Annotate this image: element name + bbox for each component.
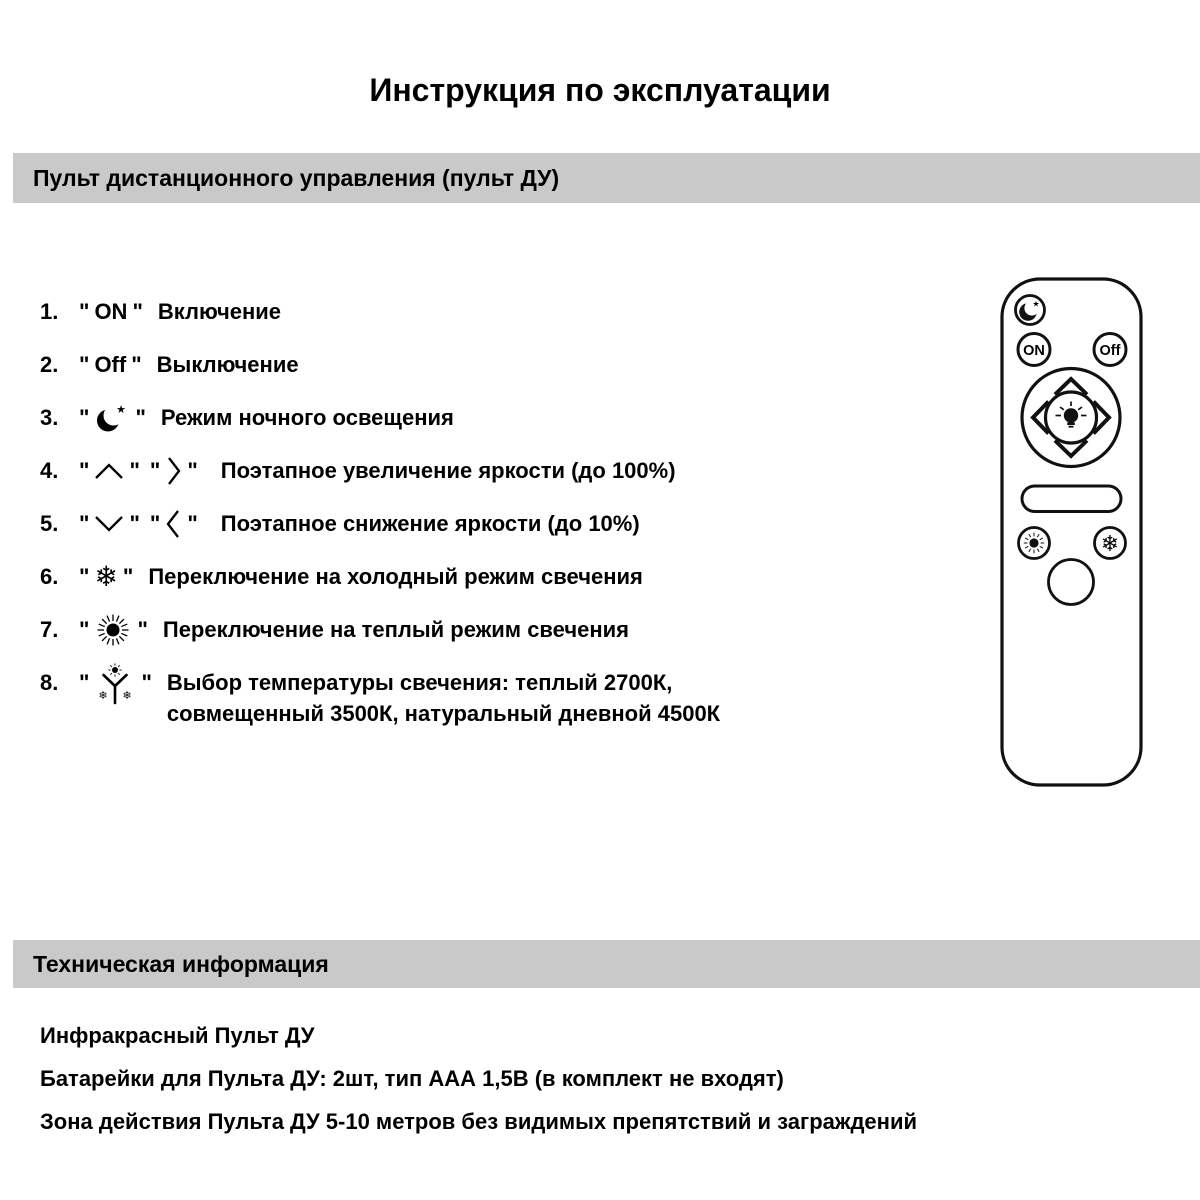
quote-mark: " bbox=[137, 616, 148, 642]
quote-mark: " bbox=[187, 510, 198, 536]
item-text: Режим ночного освещения bbox=[160, 404, 454, 430]
instruction-list bbox=[40, 285, 720, 729]
section-header-remote-label: Пульт дистанционного управления (пульт ДУ) bbox=[33, 164, 560, 191]
remote-control-drawing bbox=[1000, 277, 1143, 792]
quote-mark: " bbox=[79, 298, 90, 324]
quote-mark: " bbox=[149, 510, 161, 536]
item-text: Переключение на теплый режим свечения bbox=[162, 616, 630, 642]
list-item bbox=[40, 656, 720, 729]
item-number: 4. bbox=[40, 457, 59, 483]
item-text: Выключение bbox=[156, 351, 299, 377]
item-number: 5. bbox=[40, 510, 59, 536]
tech-info bbox=[40, 1014, 917, 1143]
quote-mark: " bbox=[187, 457, 198, 483]
tech-info-line: Зона действия Пульта ДУ 5-10 метров без видимых препятствий и заграждений bbox=[40, 1108, 918, 1134]
svg-text:❄: ❄ bbox=[1100, 532, 1120, 557]
quote-mark: " bbox=[135, 404, 146, 430]
item-text-line1: Выбор температуры свечения: теплый 2700К, bbox=[166, 670, 673, 695]
quote-mark: " bbox=[79, 404, 90, 430]
section-header-remote bbox=[13, 153, 1200, 203]
item-text-line2: совмещенный 3500К, натуральный дневной 4500К bbox=[166, 701, 721, 726]
item-number: 2. bbox=[40, 351, 59, 377]
sun-icon bbox=[94, 611, 132, 649]
quote-mark: " bbox=[131, 351, 142, 377]
snowflake-icon: ❄ bbox=[94, 559, 118, 593]
list-item bbox=[40, 603, 720, 656]
list-item bbox=[40, 338, 720, 391]
quote-mark: " bbox=[79, 616, 90, 642]
item-number: 3. bbox=[40, 404, 59, 430]
list-item bbox=[40, 497, 720, 550]
svg-text:❄: ❄ bbox=[98, 689, 109, 702]
svg-text:❄: ❄ bbox=[122, 689, 133, 702]
button-label: Off bbox=[94, 351, 127, 377]
item-text: Поэтапное увеличение яркости (до 100%) bbox=[220, 457, 676, 483]
item-number: 6. bbox=[40, 563, 59, 589]
moon-night-icon bbox=[94, 401, 130, 434]
quote-mark: " bbox=[79, 457, 90, 483]
angle-left-icon bbox=[165, 508, 182, 540]
quote-mark: " bbox=[129, 457, 140, 483]
quote-mark: " bbox=[141, 670, 152, 695]
item-text bbox=[167, 656, 720, 729]
caret-up-icon bbox=[94, 461, 124, 481]
item-text: Поэтапное снижение яркости (до 10%) bbox=[220, 510, 640, 536]
quote-mark: " bbox=[79, 563, 90, 589]
temperature-select-icon bbox=[94, 663, 136, 707]
quote-mark: " bbox=[79, 670, 90, 695]
quote-mark: " bbox=[79, 510, 90, 536]
quote-mark: " bbox=[132, 298, 143, 324]
angle-right-icon bbox=[165, 455, 182, 487]
svg-text:★: ★ bbox=[1032, 299, 1040, 309]
quote-mark: " bbox=[79, 351, 90, 377]
item-text: Переключение на холодный режим свечения bbox=[148, 563, 643, 589]
caret-down-icon bbox=[94, 514, 124, 534]
item-number: 8. bbox=[40, 670, 59, 695]
tech-info-line: Инфракрасный Пульт ДУ bbox=[40, 1022, 315, 1048]
item-text: Включение bbox=[157, 298, 282, 324]
tech-info-line: Батарейки для Пульта ДУ: 2шт, тип ААА 1,5В (в комплект не входят) bbox=[40, 1065, 784, 1091]
svg-text:Off: Off bbox=[1099, 343, 1121, 359]
list-item bbox=[40, 550, 720, 603]
list-item bbox=[40, 444, 720, 497]
page-title: Инструкция по эксплуатации bbox=[369, 72, 831, 108]
svg-text:ON: ON bbox=[1023, 343, 1045, 359]
list-item bbox=[40, 391, 720, 444]
quote-mark: " bbox=[129, 510, 140, 536]
section-header-tech-label: Техническая информация bbox=[33, 950, 329, 977]
svg-text:★: ★ bbox=[116, 403, 127, 416]
quote-mark: " bbox=[149, 457, 161, 483]
button-label: ON bbox=[94, 298, 128, 324]
quote-mark: " bbox=[122, 563, 134, 589]
section-header-tech bbox=[13, 940, 1200, 988]
list-item bbox=[40, 285, 720, 338]
item-number: 1. bbox=[40, 298, 59, 324]
item-number: 7. bbox=[40, 616, 59, 642]
